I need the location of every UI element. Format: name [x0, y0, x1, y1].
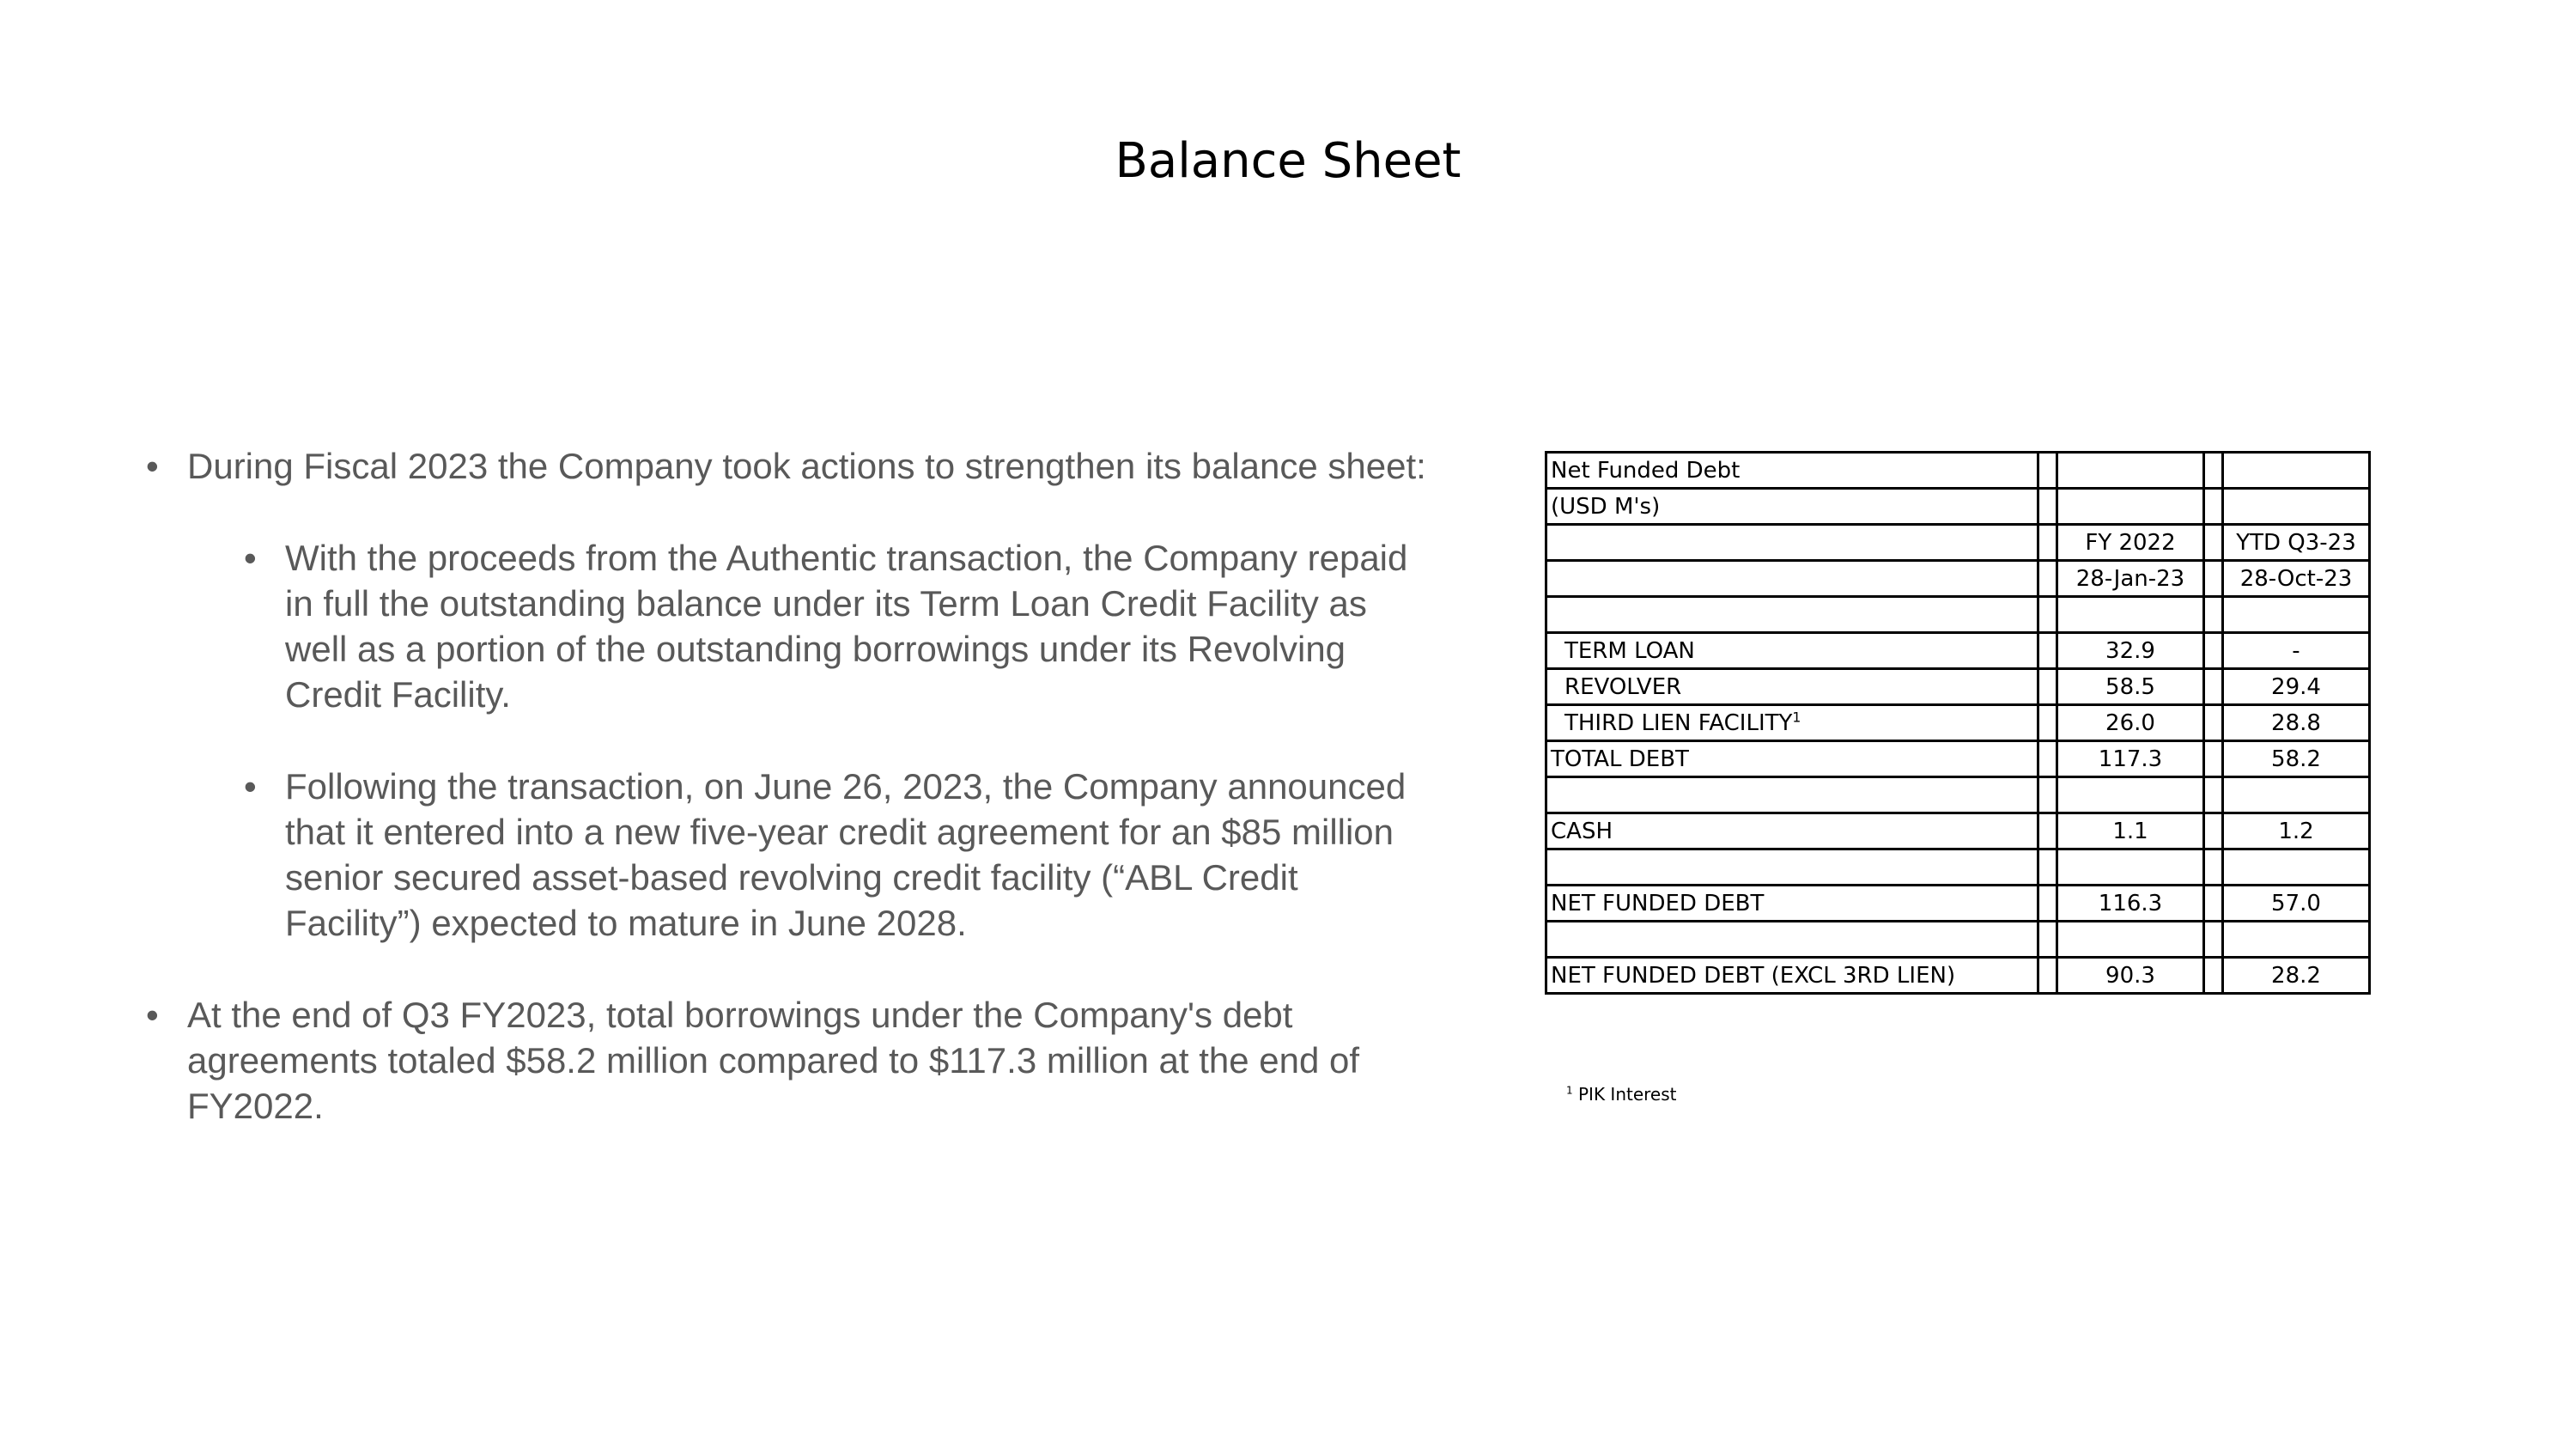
row-label: CASH: [1546, 813, 2038, 849]
ytd-q3-23-cell: [2223, 922, 2370, 958]
row-label: REVOLVER: [1546, 669, 2038, 705]
row-label: [1546, 922, 2038, 958]
row-label: Net Funded Debt: [1546, 453, 2038, 489]
table-row: [1546, 561, 2370, 597]
spacer-cell: [2204, 777, 2223, 813]
table-row: [1546, 741, 2370, 777]
row-label-text: THIRD LIEN FACILITY: [1564, 709, 1793, 736]
fy2022-cell: [2057, 453, 2204, 489]
bullet-item: [146, 992, 1434, 1129]
fy2022-cell: 1.1: [2057, 813, 2204, 849]
column-date: 28-Oct-23: [2223, 561, 2370, 597]
sub-bullet-item: [244, 535, 1434, 717]
spacer-cell: [2038, 669, 2057, 705]
row-label: TOTAL DEBT: [1546, 741, 2038, 777]
table-row: [1546, 849, 2370, 886]
ytd-q3-23-cell: 58.2: [2223, 741, 2370, 777]
footnote-marker: 1: [1566, 1084, 1573, 1097]
spacer-cell: [2204, 741, 2223, 777]
ytd-q3-23-cell: 1.2: [2223, 813, 2370, 849]
spacer-cell: [2204, 453, 2223, 489]
spacer-cell: [2038, 813, 2057, 849]
spacer-cell: [2038, 453, 2057, 489]
table-row: [1546, 597, 2370, 633]
spacer-cell: [2038, 705, 2057, 741]
spacer-cell: [2038, 489, 2057, 525]
spacer-cell: [2038, 525, 2057, 561]
footnote: [1566, 1084, 1677, 1105]
bullet-marker: •: [146, 995, 159, 1035]
row-label: [1546, 597, 2038, 633]
ytd-q3-23-cell: -: [2223, 633, 2370, 669]
page-title: Balance Sheet: [1115, 133, 1461, 189]
bullet-list: [146, 443, 1434, 1175]
spacer-cell: [2038, 561, 2057, 597]
table-row: [1546, 453, 2370, 489]
fy2022-cell: 90.3: [2057, 958, 2204, 994]
column-header: FY 2022: [2057, 525, 2204, 561]
bullet-text: During Fiscal 2023 the Company took actions to strengthen its balance sheet:: [187, 446, 1426, 486]
spacer-cell: [2038, 741, 2057, 777]
table-row: [1546, 777, 2370, 813]
ytd-q3-23-cell: 28.8: [2223, 705, 2370, 741]
spacer-cell: [2038, 922, 2057, 958]
row-label: (USD M's): [1546, 489, 2038, 525]
row-label: [1546, 525, 2038, 561]
table-row: [1546, 886, 2370, 922]
row-label: [1546, 849, 2038, 886]
fy2022-cell: [2057, 489, 2204, 525]
bullet-text: With the proceeds from the Authentic transaction, the Company repaid in full the outstanding balance under its Term Loan Credit Facility as well as a portion of the outstanding borrowings under its Revolving Credit Facility.: [285, 538, 1408, 715]
column-date: 28-Jan-23: [2057, 561, 2204, 597]
spacer-cell: [2038, 958, 2057, 994]
row-label: [1546, 561, 2038, 597]
bullet-marker: •: [146, 446, 159, 486]
bullet-item: [146, 443, 1434, 489]
footnote-reference: 1: [1792, 709, 1801, 725]
spacer-cell: [2038, 886, 2057, 922]
spacer-cell: [2204, 813, 2223, 849]
fy2022-cell: [2057, 849, 2204, 886]
footnote-text: PIK Interest: [1578, 1084, 1677, 1105]
spacer-cell: [2038, 597, 2057, 633]
spacer-cell: [2204, 597, 2223, 633]
fy2022-cell: [2057, 597, 2204, 633]
row-label: NET FUNDED DEBT: [1546, 886, 2038, 922]
bullet-marker: •: [244, 766, 257, 807]
fy2022-cell: 26.0: [2057, 705, 2204, 741]
table-row: [1546, 813, 2370, 849]
spacer-cell: [2204, 849, 2223, 886]
ytd-q3-23-cell: 57.0: [2223, 886, 2370, 922]
spacer-cell: [2204, 489, 2223, 525]
table-row: [1546, 633, 2370, 669]
spacer-cell: [2204, 525, 2223, 561]
table-row: [1546, 489, 2370, 525]
spacer-cell: [2038, 849, 2057, 886]
ytd-q3-23-cell: 29.4: [2223, 669, 2370, 705]
fy2022-cell: 117.3: [2057, 741, 2204, 777]
fy2022-cell: 116.3: [2057, 886, 2204, 922]
spacer-cell: [2204, 669, 2223, 705]
spacer-cell: [2204, 958, 2223, 994]
ytd-q3-23-cell: 28.2: [2223, 958, 2370, 994]
sub-bullet-item: [244, 764, 1434, 946]
row-label: [1546, 777, 2038, 813]
row-label: [1546, 705, 2038, 741]
table-row: [1546, 525, 2370, 561]
bullet-text: Following the transaction, on June 26, 2023, the Company announced that it entered into a new five-year credit agreement for an $85 million senior secured asset-based revolving credit facility (“ABL Credit Facility”) expected to mature in June 2028.: [285, 766, 1406, 943]
spacer-cell: [2204, 886, 2223, 922]
ytd-q3-23-cell: [2223, 777, 2370, 813]
spacer-cell: [2038, 633, 2057, 669]
net-funded-debt-table: [1545, 451, 2371, 995]
table-row: [1546, 705, 2370, 741]
fy2022-cell: 32.9: [2057, 633, 2204, 669]
row-label: NET FUNDED DEBT (EXCL 3RD LIEN): [1546, 958, 2038, 994]
fy2022-cell: [2057, 777, 2204, 813]
fy2022-cell: [2057, 922, 2204, 958]
bullet-text: At the end of Q3 FY2023, total borrowings under the Company's debt agreements totaled $58.2 million compared to $117.3 million at the end of FY2022.: [187, 995, 1360, 1126]
row-label: TERM LOAN: [1546, 633, 2038, 669]
spacer-cell: [2204, 705, 2223, 741]
bullet-marker: •: [244, 538, 257, 578]
table-row: [1546, 958, 2370, 994]
ytd-q3-23-cell: [2223, 489, 2370, 525]
ytd-q3-23-cell: [2223, 453, 2370, 489]
ytd-q3-23-cell: [2223, 597, 2370, 633]
spacer-cell: [2038, 777, 2057, 813]
ytd-q3-23-cell: [2223, 849, 2370, 886]
table-row: [1546, 669, 2370, 705]
table-row: [1546, 922, 2370, 958]
fy2022-cell: 58.5: [2057, 669, 2204, 705]
spacer-cell: [2204, 561, 2223, 597]
column-header: YTD Q3-23: [2223, 525, 2370, 561]
spacer-cell: [2204, 922, 2223, 958]
spacer-cell: [2204, 633, 2223, 669]
